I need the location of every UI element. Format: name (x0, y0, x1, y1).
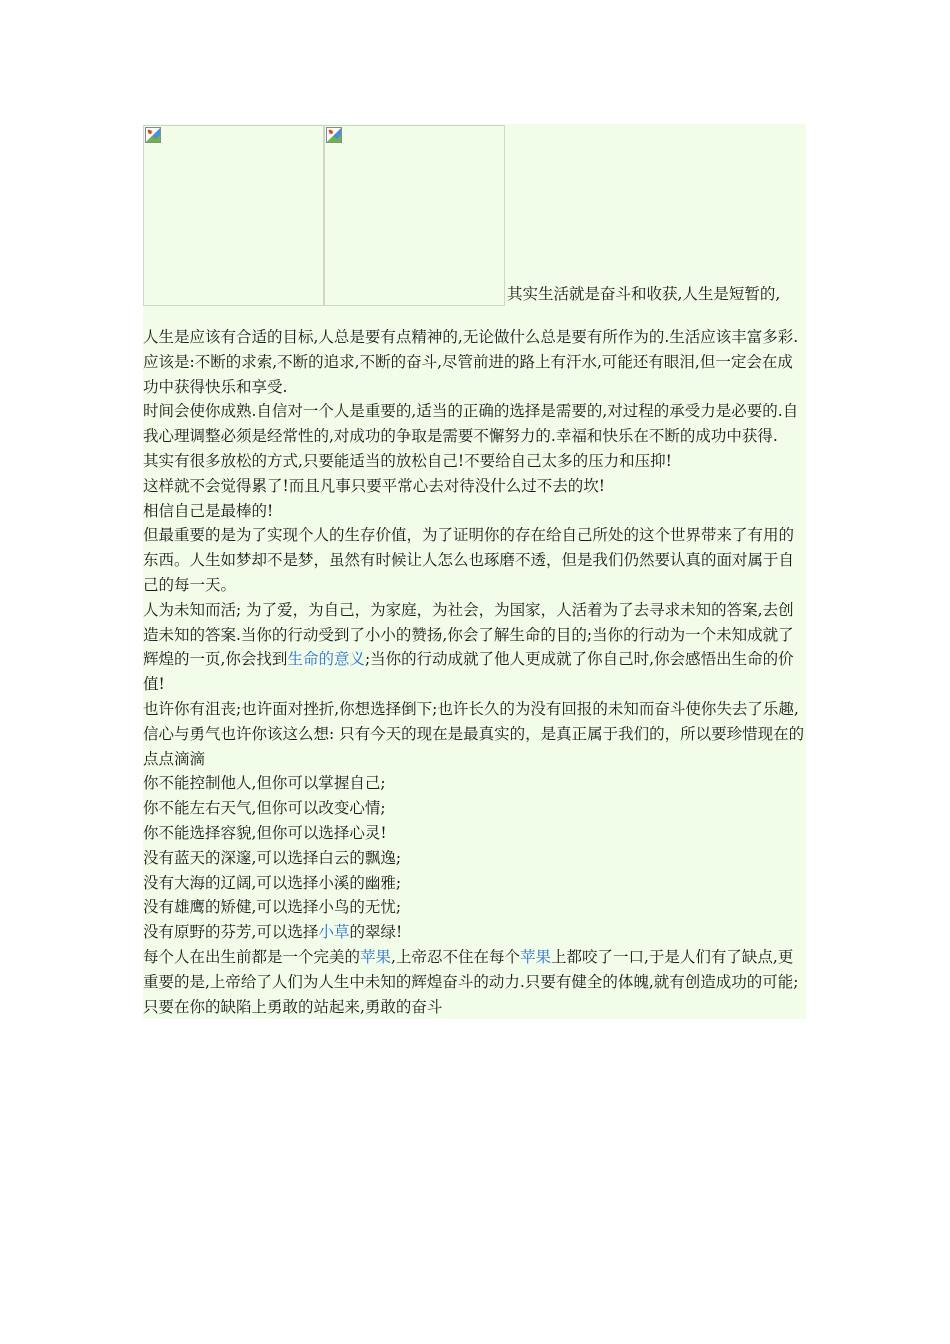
image-placeholder-1[interactable] (143, 125, 324, 306)
image-row (143, 124, 806, 306)
line-sea: 没有大海的辽阔,可以选择小溪的幽雅; (143, 873, 402, 892)
paragraph-goal: 人生是应该有合适的目标,人总是要有点精神的,无论做什么总是要有所作为的.生活应该丰富多彩.应该是:不断的求索,不断的追求,不断的奋斗,尽管前进的路上有汗水,可能还有眼泪,但一定会在成功中获得快乐和享受. (143, 328, 799, 396)
paragraph-purpose: 人为未知而活; 为了爱，为自己，为家庭，为社会，为国家，人活着为了去寻求未知的答案,去创造未知的答案.当你的行动受到了小小的赞扬,你会了解生命的目的;当你的行动为一个未知成就了辉煌的一页,你会找到生命的意义;当你的行动成就了他人更成就了你自己时,你会感悟出生命的价值! (143, 600, 794, 694)
line-appearance: 你不能选择容貌,但你可以选择心灵! (143, 823, 387, 842)
link-grass[interactable]: 小草 (318, 923, 350, 942)
paragraph-value: 但最重要的是为了实现个人的生存价值，为了证明你的存在给自己所处的这个世界带来了有用的东西。人生如梦却不是梦，虽然有时候让人怎么也琢磨不透，但是我们仍然要认真的面对属于自己的每一天。 (143, 526, 795, 594)
line-control: 你不能控制他人,但你可以掌握自己; (143, 774, 386, 793)
paragraph-cherish: 也许你有沮丧;也许面对挫折,你想选择倒下;也许长久的为没有回报的未知而奋斗使你失去了乐趣,信心与勇气也许你该这么想: 只有今天的现在是最真实的，是真正属于我们的，所以要珍惜现在的点点滴滴 (143, 699, 805, 768)
paragraph-no-tired: 这样就不会觉得累了!而且凡事只要平常心去对待没什么过不去的坎! (143, 476, 605, 495)
link-meaning-of-life[interactable]: 生命的意义 (287, 650, 365, 669)
broken-image-icon (326, 127, 342, 143)
article-body (143, 124, 806, 1019)
paragraph-apple: 每个人在出生前都是一个完美的苹果,上帝忍不住在每个苹果上都咬了一口,于是人们有了缺点,更重要的是,上帝给了人们为人生中未知的辉煌奋斗的动力.只要有健全的体魄,就有创造成功的可能;只要在你的缺陷上勇敢的站起来,勇敢的奋斗 (143, 947, 799, 1016)
link-apple-1[interactable]: 苹果 (360, 947, 392, 966)
line-sky: 没有蓝天的深邃,可以选择白云的飘逸; (143, 848, 402, 867)
lead-text: 其实生活就是奋斗和收获,人生是短暂的, (507, 285, 781, 303)
broken-image-icon (145, 127, 161, 143)
link-apple-2[interactable]: 苹果 (519, 947, 551, 966)
line-weather: 你不能左右天气,但你可以改变心情; (143, 799, 386, 818)
image-placeholder-2[interactable] (324, 125, 505, 306)
paragraph-believe: 相信自己是最棒的! (143, 501, 274, 520)
line-grass: 没有原野的芬芳,可以选择小草的翠绿! (143, 923, 403, 942)
paragraph-relax: 其实有很多放松的方式,只要能适当的放松自己!不要给自己太多的压力和压抑! (143, 451, 672, 470)
line-eagle: 没有雄鹰的矫健,可以选择小鸟的无忧; (143, 898, 402, 917)
paragraph-maturity: 时间会使你成熟.自信对一个人是重要的,适当的正确的选择是需要的,对过程的承受力是必要的.自我心理调整必须是经常性的,对成功的争取是需要不懈努力的.幸福和快乐在不断的成功中获得. (143, 402, 799, 446)
